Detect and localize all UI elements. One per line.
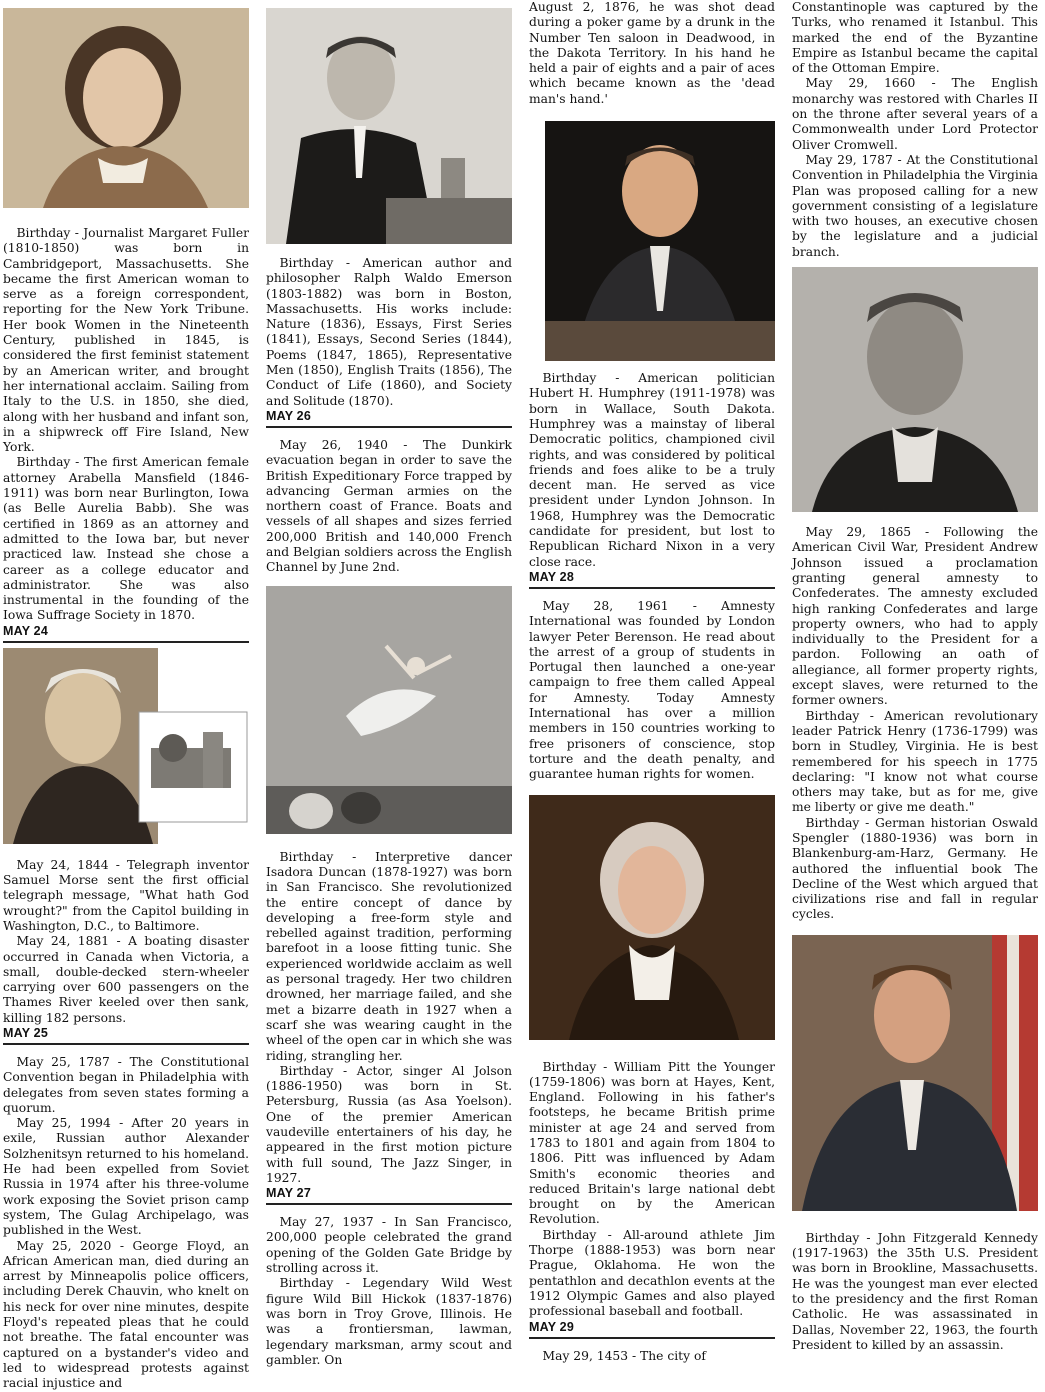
paragraph: May 29, 1865 - Following the American Civil War, President Andrew Johnson issued a proclamation granting general amnesty to Confederates. The amnesty excluded high ranking Confederates and large property owners, who had to apply individually to the President for a pardon. Following an oath of allegiance, all former property rights, except slaves, were returned to the former owners.	[792, 525, 1038, 708]
date-heading-may-27: MAY 27	[266, 1186, 512, 1205]
portrait-man-telegraph-icon	[3, 648, 249, 844]
paragraph: Birthday - William Pitt the Younger (1759-1806) was born at Hayes, Kent, England. Following in his father's footsteps, he became British prime minister at age 24 and served from 1783 to 1801 and again from 1804 to 1806. Pitt was influenced by Adam Smith's economic theories and reduced Britain's large national debt brought on by the American Revolution.	[529, 1059, 775, 1227]
photo-margaret-fuller	[3, 8, 249, 208]
dancer-leaping-icon	[266, 586, 512, 834]
date-heading-may-24: MAY 24	[3, 624, 249, 643]
portrait-powdered-wig-icon	[529, 795, 775, 1040]
paragraph: Birthday - Actor, singer Al Jolson (1886-1950) was born in St. Petersburg, Russia (as Asa Yoelson). One of the premier American vaudeville entertainers of his day, he appeared in the first motion picture with full sound, The Jazz Singer, in 1927.	[266, 1063, 512, 1185]
paragraph: May 25, 2020 - George Floyd, an African American man, died during an arrest by Minneapolis police officers, including Derek Chauvin, who knelt on his neck for over nine minutes, despite Floyd's repeated pleas that he could not breathe. The fatal encounter was captured on a bystander's video and led to widespread protests against racial injustice and	[3, 1238, 249, 1391]
photo-ralph-waldo-emerson	[266, 8, 512, 244]
portrait-president-icon	[792, 935, 1038, 1211]
column-2	[266, 0, 512, 1368]
paragraph: May 26, 1940 - The Dunkirk evacuation began in order to save the British Expeditionary Force trapped by advancing German armies on the northern coast of France. Boats and vessels of all shapes and sizes ferried 200,000 British and 140,000 French and Belgian soldiers across the English Channel by June 2nd.	[266, 437, 513, 575]
column-3	[529, 0, 775, 1364]
date-heading-may-29: MAY 29	[529, 1320, 775, 1339]
paragraph: May 28, 1961 - Amnesty International was founded by London lawyer Peter Berenson. He read about the arrest of a group of students in Portugal then launched a one-year campaign to free them called Appeal for Amnesty. Today Amnesty International has over a million members in 150 countries working to free prisoners of conscience, stop torture and the death penalty, and guarantee human rights for women.	[529, 598, 775, 782]
paragraph: May 29, 1453 - The city of	[542, 1348, 706, 1363]
column-4	[792, 0, 1038, 1353]
photo-william-pitt	[529, 795, 775, 1040]
paragraph: May 25, 1787 - The Constitutional Convention began in Philadelphia with delegates from seven states forming a quorum.	[3, 1054, 249, 1115]
photo-john-f-kennedy	[792, 935, 1038, 1211]
paragraph: Birthday - The first American female attorney Arabella Mansfield (1846-1911) was born near Burlington, Iowa (as Belle Aurelia Babb). She was certified in 1869 as an attorney and admitted to the Iowa bar, but never practiced law. Instead she chose a career as a college educator and administrator. She was also instrumental in the founding of the Iowa Suffrage Society in 1870.	[3, 455, 249, 623]
portrait-woman-icon	[3, 8, 249, 208]
column-1	[3, 0, 249, 1392]
portrait-man-desk-icon	[266, 8, 512, 244]
photo-hubert-humphrey	[545, 121, 775, 361]
paragraph: Birthday - All-around athlete Jim Thorpe (1888-1953) was born near Prague, Oklahoma. He won the pentathlon and decathlon events at the 1912 Olympic Games and also played professional baseball and football.	[529, 1227, 775, 1319]
paragraph: May 25, 1994 - After 20 years in exile, Russian author Alexander Solzhenitsyn returned to his homeland. He had been expelled from Soviet Russia in 1974 after his three-volume work exposing the Soviet prison camp system, The Gulag Archipelago, was published in the West.	[3, 1116, 249, 1238]
photo-isadora-duncan	[266, 586, 512, 834]
paragraph: Birthday - Interpretive dancer Isadora Duncan (1878-1927) was born in San Francisco. She revolutionized the entire concept of dance by developing a free-form style and rebelled against tradition, performing barefoot in a loose fitting tunic. She experienced worldwide acclaim as well as personal tragedy. Her two children drowned, her marriage failed, and she met a bizarre death in 1927 when a scarf she was wearing caught in the wheel of the open car in which she was riding, strangling her.	[266, 849, 512, 1063]
paragraph: Birthday - American revolutionary leader Patrick Henry (1736-1799) was born in Studley, Virginia. He is best remembered for his speech in 1775 declaring: "I know not what course others may take, but as for me, give me liberty or give me death."	[792, 708, 1038, 815]
portrait-man-bw-icon	[792, 267, 1038, 512]
paragraph: Birthday - Journalist Margaret Fuller (1810-1850) was born in Cambridgeport, Massachusetts. She became the first American woman to serve as a foreign correspondent, reporting for the New York Tribune. Her book Women in the Nineteenth Century, published in 1845, is considered the first feminist statement by an American writer, and brought her international acclaim. Sailing from Italy to the U.S. in 1850, she died, along with her husband and infant son, in a shipwreck off Fire Island, New York.	[3, 226, 249, 455]
paragraph: Birthday - John Fitzgerald Kennedy (1917-1963) the 35th U.S. President was born in Brookline, Massachusetts. He was the youngest man ever elected to the presidency and the first Roman Catholic. He was assassinated in Dallas, November 22, 1963, the fourth President to killed by an assassin.	[792, 1230, 1038, 1352]
date-heading-may-25: MAY 25	[3, 1026, 249, 1045]
paragraph: Birthday - German historian Oswald Spengler (1880-1936) was born in Blankenburg-am-Harz, Germany. He authored the influential book The Decline of the West which argued that civilizations rise and fall in regular cycles.	[792, 815, 1038, 922]
portrait-man-podium-icon	[545, 121, 775, 361]
paragraph: May 24, 1844 - Telegraph inventor Samuel Morse sent the first official telegraph message, "What hath God wrought?" from the Capitol building in Washington, D.C., to Baltimore.	[3, 857, 249, 933]
date-heading-may-26: MAY 26	[266, 409, 512, 428]
photo-andrew-johnson	[792, 267, 1038, 512]
date-heading-may-28: MAY 28	[529, 570, 775, 589]
paragraph: Constantinople was captured by the Turks, who renamed it Istanbul. This marked the end of the Byzantine Empire as Istanbul became the capital of the Ottoman Empire.	[792, 0, 1038, 76]
paragraph: May 27, 1937 - In San Francisco, 200,000 people celebrated the grand opening of the Golden Gate Bridge by strolling across it.	[266, 1215, 512, 1276]
paragraph: May 29, 1787 - At the Constitutional Convention in Philadelphia the Virginia Plan was proposed calling for a new government consisting of a legislature with two houses, an executive chosen by the legislature and a judicial branch.	[792, 152, 1038, 259]
paragraph: May 24, 1881 - A boating disaster occurred in Canada when Victoria, a small, double-decked stern-wheeler carrying over 600 passengers on the Thames River keeled over then sank, killing 182 persons.	[3, 934, 249, 1025]
paragraph: Birthday - American politician Hubert H. Humphrey (1911-1978) was born in Wallace, South Dakota. Humphrey was a mainstay of liberal Democratic politics, championed civil rights, and was considered by political friends and foes alike to be a truly decent man. He served as vice president under Lyndon Johnson. In 1968, Humphrey was the Democratic candidate for president, but lost to Republican Richard Nixon in a very close race.	[529, 371, 775, 569]
paragraph: Birthday - Legendary Wild West figure Wild Bill Hickok (1837-1876) was born in Troy Grove, Illinois. He was a frontiersman, lawman, legendary marksman, army scout and gambler. On	[266, 1276, 512, 1367]
paragraph: August 2, 1876, he was shot dead during a poker game by a drunk in the Number Ten saloon in Deadwood, in the Dakota Territory. In his hand he held a pair of eights and a pair of aces which became known as the 'dead man's hand.'	[529, 0, 775, 106]
photo-samuel-morse	[3, 648, 249, 844]
paragraph: May 29, 1660 - The English monarchy was restored with Charles II on the throne after several years of a Commonwealth under Lord Protector Oliver Cromwell.	[792, 76, 1038, 152]
paragraph: Birthday - American author and philosopher Ralph Waldo Emerson (1803-1882) was born in Boston, Massachusetts. His works include: Nature (1836), Essays, First Series (1841), Essays, Second Series (1844), Poems (1847, 1865), Representative Men (1850), English Traits (1856), The Conduct of Life (1860), and Society and Solitude (1870).	[266, 256, 512, 408]
